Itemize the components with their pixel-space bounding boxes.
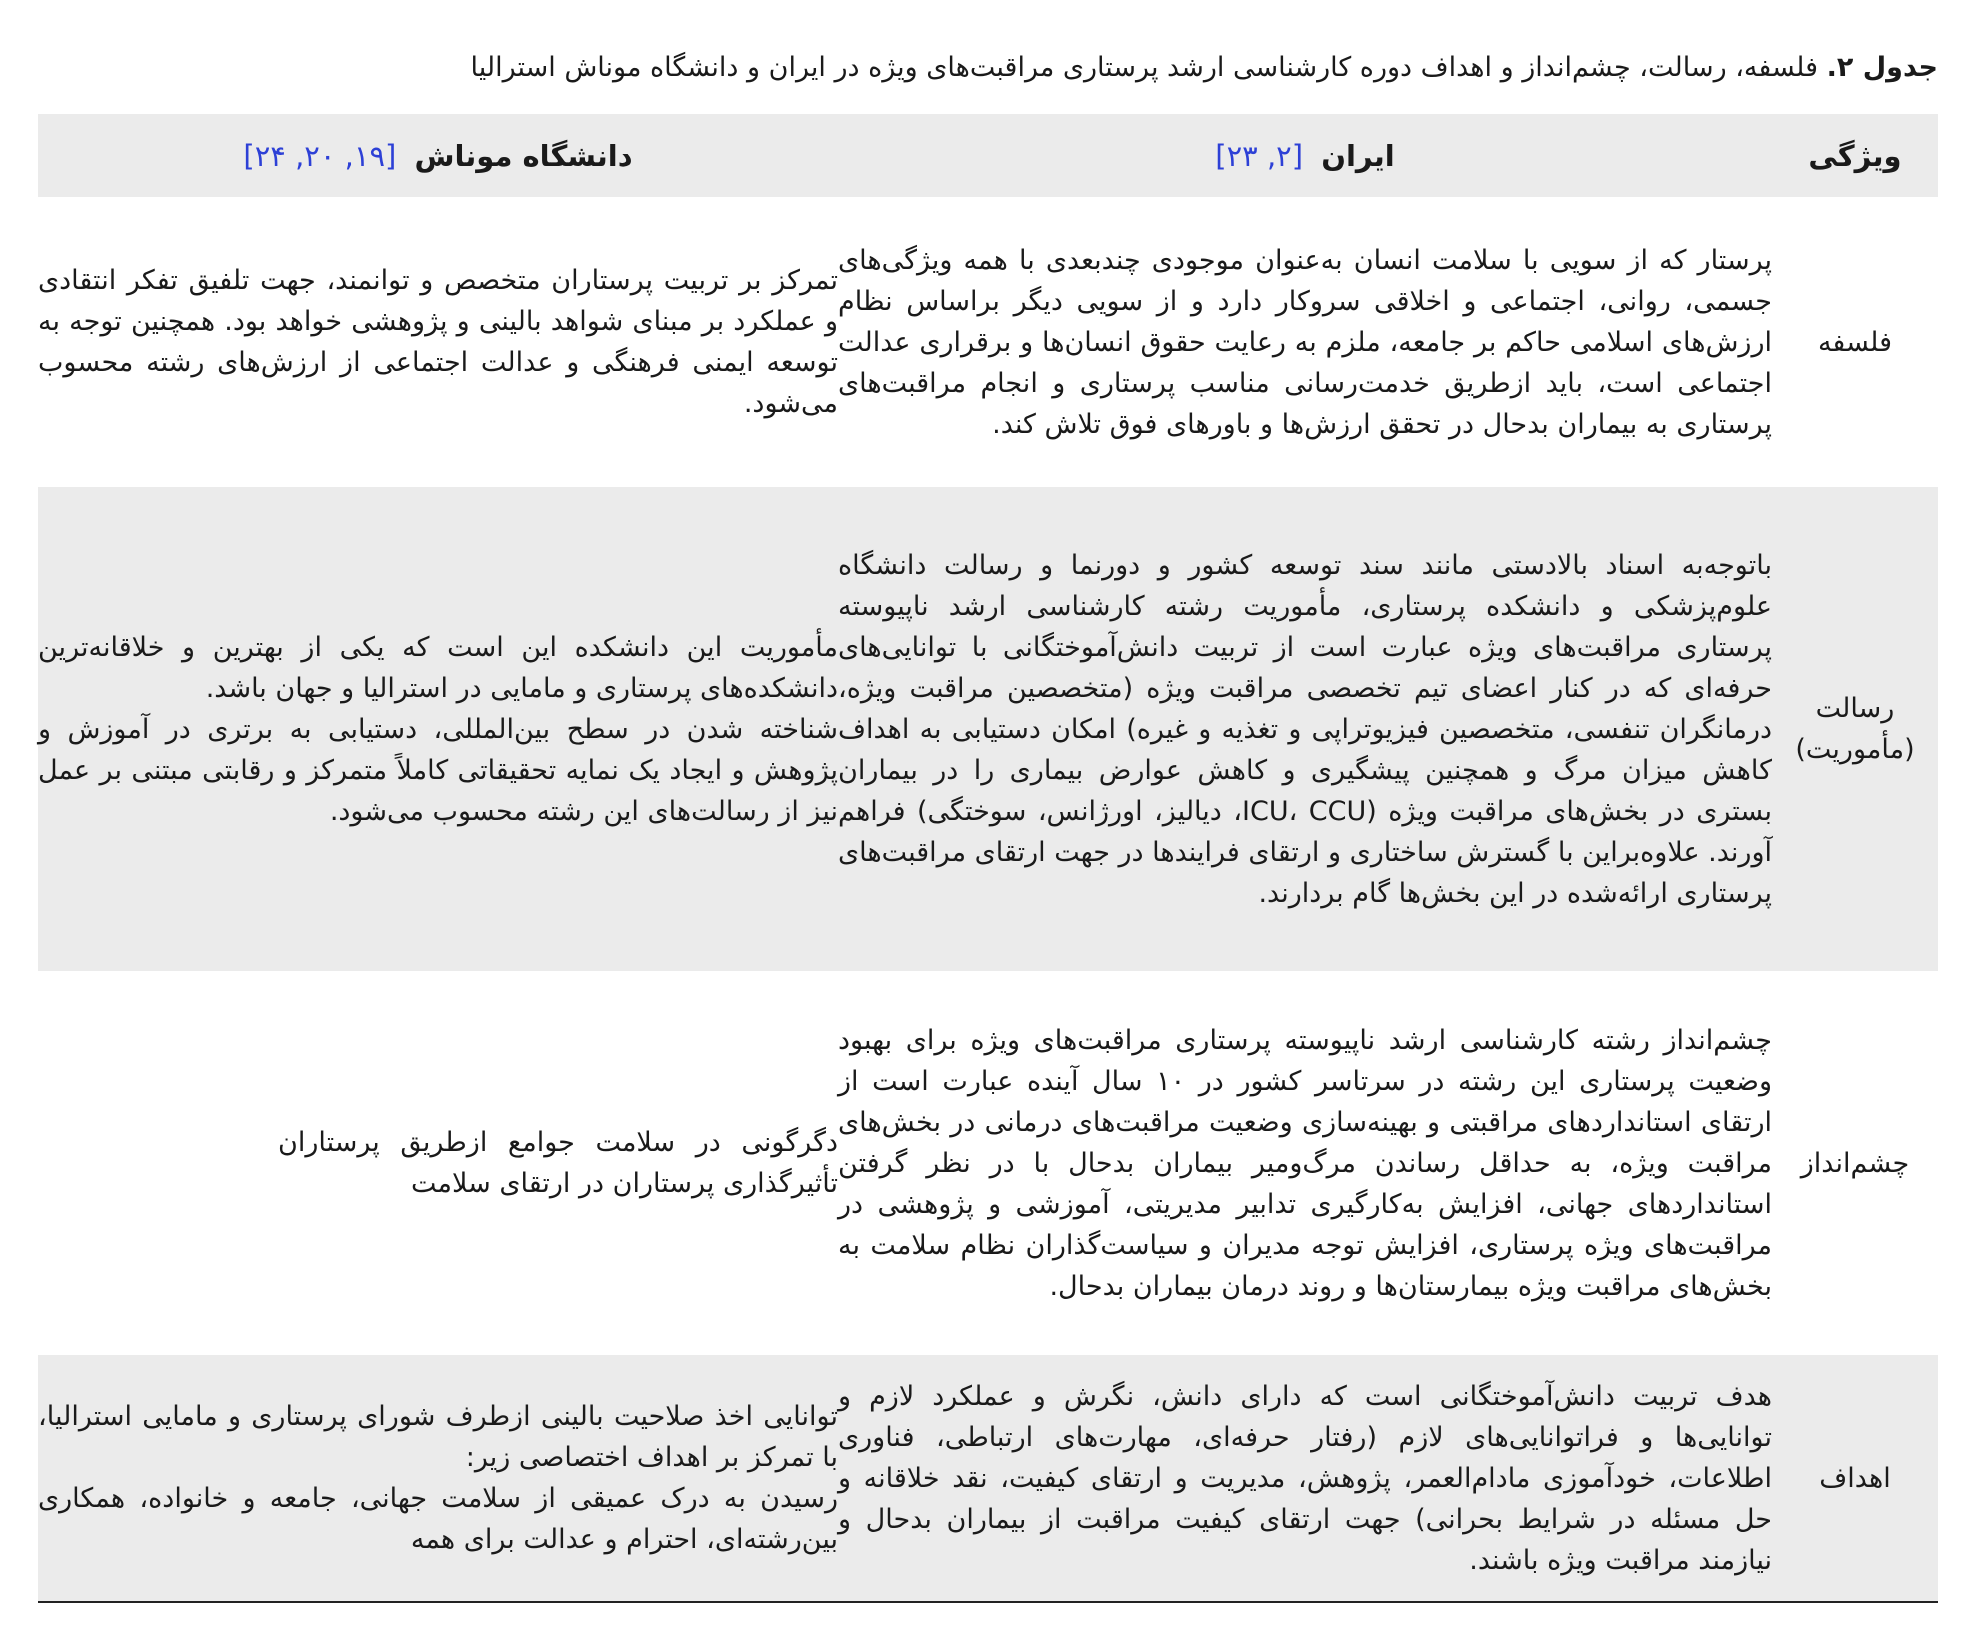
- cell-monash: [38, 1355, 838, 1602]
- cell-monash-para: توانایی اخذ صلاحیت بالینی ازطرف شورای پرستاری و مامایی استرالیا، با تمرکز بر اهداف اختصاصی زیر:: [38, 1401, 838, 1473]
- header-monash-label: دانشگاه موناش: [414, 138, 633, 173]
- cell-feature: رسالت (مأموریت): [1795, 693, 1915, 765]
- cell-iran: هدف تربیت دانش‌آموختگانی است که دارای دانش، نگرش و عملکرد لازم و توانایی‌ها و فراتوانایی‌های لازم (رفتار حرفه‌ای، مهارت‌های ارتباطی، فناوری اطلاعات، خودآموزی مادام‌العمر، پژوهش، مدیریت و ارتقای کیفیت، نقد خلاقانه و حل مسئله در شرایط بحرانی) جهت ارتقای کیفیت مراقبت از بیماران بدحال و نیازمند مراقبت ویژه باشند.: [838, 1380, 1772, 1576]
- cell-monash-para: مأموریت این دانشکده این است که یکی از بهترین و خلاقانه‌ترین دانشکده‌های پرستاری و مامایی در استرالیا و جهان باشد.: [38, 631, 838, 704]
- cell-monash: [38, 487, 838, 971]
- table-caption: [36, 48, 1938, 88]
- cell-monash: [38, 197, 838, 487]
- table-row-mission: [38, 487, 1938, 971]
- table-header-row: [38, 114, 1938, 197]
- table-row-goals: [38, 1355, 1938, 1602]
- table-row-vision: [38, 971, 1938, 1355]
- cell-feature: اهداف: [1819, 1462, 1891, 1494]
- cell-feature: چشم‌انداز: [1800, 1147, 1910, 1179]
- cell-feature: فلسفه: [1817, 326, 1893, 358]
- header-monash: [38, 114, 838, 197]
- cell-monash-para: دگرگونی در سلامت جوامع ازطریق پرستاران تأثیرگذاری پرستاران در ارتقای سلامت: [278, 1127, 838, 1199]
- caption-label: جدول ۲.: [1826, 52, 1938, 83]
- cell-monash: [38, 971, 838, 1355]
- cell-iran: چشم‌انداز رشته کارشناسی ارشد ناپیوسته پرستاری مراقبت‌های ویژه برای بهبود وضعیت پرستاری این رشته در سرتاسر کشور در ۱۰ سال آینده عبارت است از ارتقای استانداردهای مراقبتی و بهینه‌سازی وضعیت مراقبت‌های درمانی در بخش‌های مراقبت ویژه، به حداقل رساندن مرگ‌ومیر بیماران بدحال با در نظر گرفتن استانداردهای جهانی، افزایش به‌کارگیری تدابیر مدیریتی، آموزشی و پژوهشی در مراقبت‌های ویژه پرستاری، افزایش توجه مدیران و سیاست‌گذاران نظام سلامت به بخش‌های مراقبت ویژه بیمارستان‌ها و روند درمان بیماران بدحال.: [838, 1024, 1772, 1302]
- cell-monash-para: تمرکز بر تربیت پرستاران متخصص و توانمند، جهت تلفیق تفکر انتقادی و عملکرد بر مبنای شواهد بالینی و پژوهشی خواهد بود. همچنین توجه به توسعه ایمنی فرهنگی و عدالت اجتماعی از ارزش‌های رشته محسوب می‌شود.: [38, 265, 838, 419]
- cell-iran: باتوجه‌به اسناد بالادستی مانند سند توسعه کشور و دورنما و رسالت دانشگاه علوم‌پزشکی و دانشکده پرستاری، مأموریت رشته کارشناسی ارشد ناپیوسته پرستاری مراقبت‌های ویژه عبارت است از تربیت دانش‌آموختگانی با توانایی‌های حرفه‌ای که در کنار اعضای تیم تخصصی مراقبت ویژه (متخصصین مراقبت ویژه، درمانگران تنفسی، متخصصین فیزیوتراپی و تغذیه و غیره) امکان دستیابی به اهداف کاهش میزان مرگ و همچنین پیشگیری و کاهش عوارض بیماری را در بیماران بستری در بخش‌های مراقبت ویژه (ICU، CCU، دیالیز، اورژانس، سوختگی) فراهم آورند. علاوه‌براین با گسترش ساختاری و ارتقای فرایندها در جهت ارتقای مراقبت‌های پرستاری ارائه‌شده در این بخش‌ها گام بردارند.: [838, 549, 1773, 909]
- caption-text: فلسفه، رسالت، چشم‌انداز و اهداف دوره کارشناسی ارشد پرستاری مراقبت‌های ویژه در ایران و دانشگاه موناش استرالیا: [470, 52, 1827, 83]
- table-row-philosophy: [38, 197, 1938, 487]
- cell-monash-para-2: رسیدن به درک عمیقی از سلامت جهانی، جامعه و خانواده، همکاری بین‌رشته‌ای، احترام و عدالت برای همه: [38, 1483, 838, 1555]
- cell-iran: پرستار که از سویی با سلامت انسان به‌عنوان موجودی چندبعدی با همه ویژگی‌های جسمی، روانی، اجتماعی و اخلاقی سروکار دارد و از سویی دیگر براساس نظام ارزش‌های اسلامی حاکم بر جامعه، ملزم به رعایت حقوق انسان‌ها و برقراری عدالت اجتماعی است، باید ازطریق خدمت‌رسانی مناسب پرستاری و انجام مراقبت‌های پرستاری به بیماران بدحال در تحقق ارزش‌ها و باورهای فوق تلاش کند.: [838, 244, 1772, 440]
- cell-monash-para-2: شناخته شدن در سطح بین‌المللی، دستیابی به برتری در آموزش و پژوهش و ایجاد یک نمایه تحقیقاتی کاملاً متمرکز و رقابتی مبتنی بر عمل نیز از رسالت‌های این رشته محسوب می‌شود.: [38, 713, 838, 827]
- header-monash-ref[interactable]: [۱۹, ۲۰, ۲۴]: [243, 138, 397, 173]
- header-feature: ویژگی: [1808, 138, 1902, 173]
- header-iran-ref[interactable]: [۲, ۲۳]: [1215, 138, 1304, 173]
- comparison-table: [38, 114, 1938, 1603]
- header-iran: [838, 114, 1772, 197]
- header-iran-label: ایران: [1321, 138, 1395, 173]
